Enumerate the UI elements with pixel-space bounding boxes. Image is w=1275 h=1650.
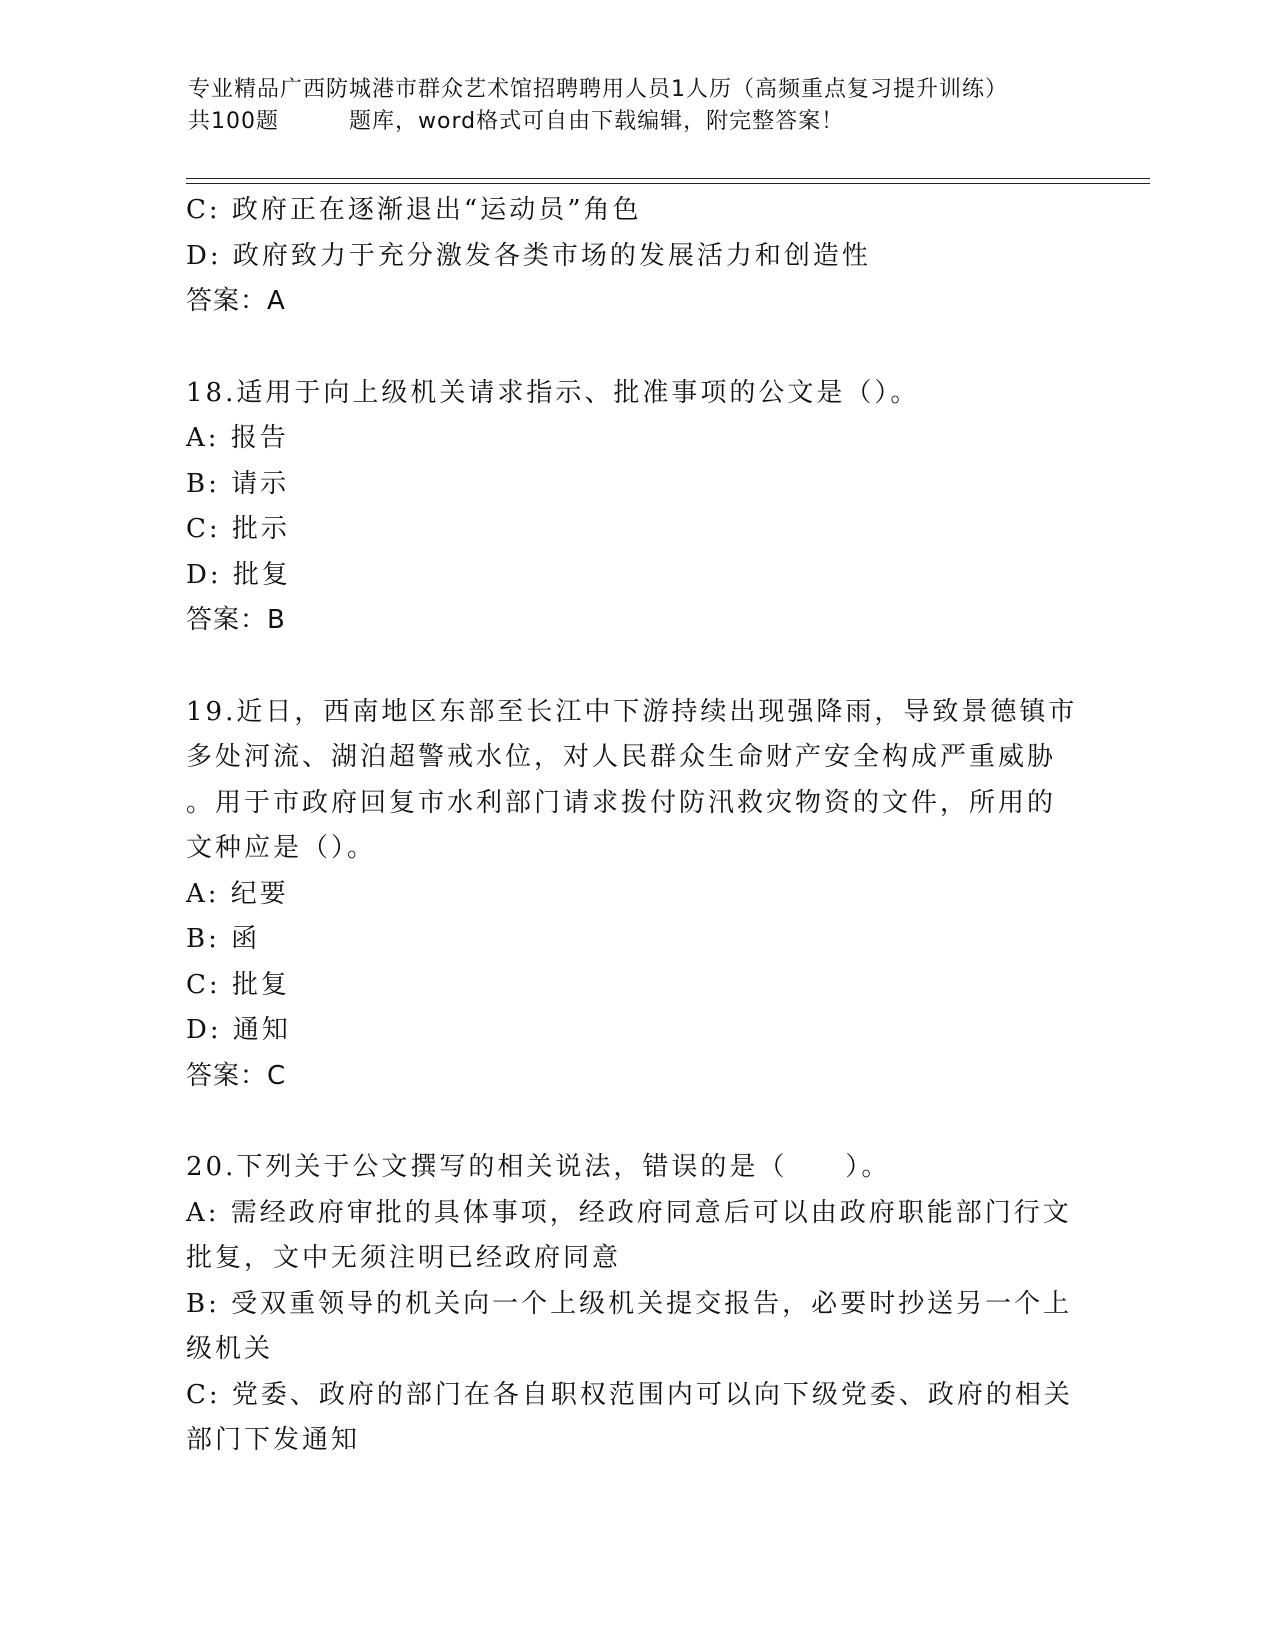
header-title-suffix: 题库，word格式可自由下载编辑，附完整答案！: [349, 109, 845, 134]
question-19: [186, 690, 1086, 1100]
option-c: C: 批复: [186, 969, 290, 1000]
option-a-continued: 批复，文中无须注明已经政府同意: [186, 1243, 622, 1273]
question-stem-line: 19.近日，西南地区东部至长江中下游持续出现强降雨，导致景德镇市: [186, 696, 1078, 727]
question-stem: 20.下列关于公文撰写的相关说法，错误的是（ ）。: [186, 1152, 891, 1182]
question-17-continued: [186, 188, 1086, 325]
header-divider-bottom: [186, 183, 1150, 184]
question-stem-line: 文种应是（）。: [186, 833, 377, 863]
option-c: C: 批示: [186, 514, 290, 544]
question-stem-line: 多处河流、湖泊超警戒水位，对人民群众生命财产安全构成严重威胁: [186, 742, 1057, 772]
option-c-continued: 部门下发通知: [186, 1425, 361, 1455]
option-d: D: 政府致力于充分激发各类市场的发展活力和创造性: [186, 240, 871, 271]
option-a: A: 报告: [186, 423, 289, 453]
header-question-count: 共100题: [188, 109, 279, 134]
question-content: [186, 188, 1086, 1464]
question-18: [186, 371, 1086, 644]
option-a: A: 纪要: [186, 878, 289, 909]
question-stem: 18.适用于向上级机关请求指示、批准事项的公文是（）。: [186, 377, 920, 408]
option-b: B: 请示: [186, 468, 290, 499]
header-title-line1: 专业精品广西防城港市群众艺术馆招聘聘用人员1人历（高频重点复习提升训练）: [188, 77, 1008, 102]
page-header: [188, 74, 1108, 138]
option-c: C: 党委、政府的部门在各自职权范围内可以向下级党委、政府的相关: [186, 1379, 1073, 1410]
question-20: [186, 1145, 1086, 1464]
option-b: B: 受双重领导的机关向一个上级机关提交报告，必要时抄送另一个上: [186, 1288, 1073, 1319]
option-c: C: 政府正在逐渐退出“运动员”角色: [186, 195, 642, 225]
option-b-continued: 级机关: [186, 1334, 274, 1364]
answer-line: 答案：C: [186, 1060, 287, 1091]
header-divider-top: [186, 178, 1150, 179]
answer-line: 答案：B: [186, 605, 286, 635]
option-a: A: 需经政府审批的具体事项，经政府同意后可以由政府职能部门行文: [186, 1197, 1072, 1228]
header-title-line2: [188, 106, 1108, 138]
option-d: D: 批复: [186, 559, 291, 590]
question-stem-line: 。用于市政府回复市水利部门请求拨付防汛救灾物资的文件，所用的: [186, 787, 1057, 818]
answer-line: 答案：A: [186, 286, 286, 316]
option-d: D: 通知: [186, 1015, 291, 1045]
option-b: B: 函: [186, 924, 261, 954]
